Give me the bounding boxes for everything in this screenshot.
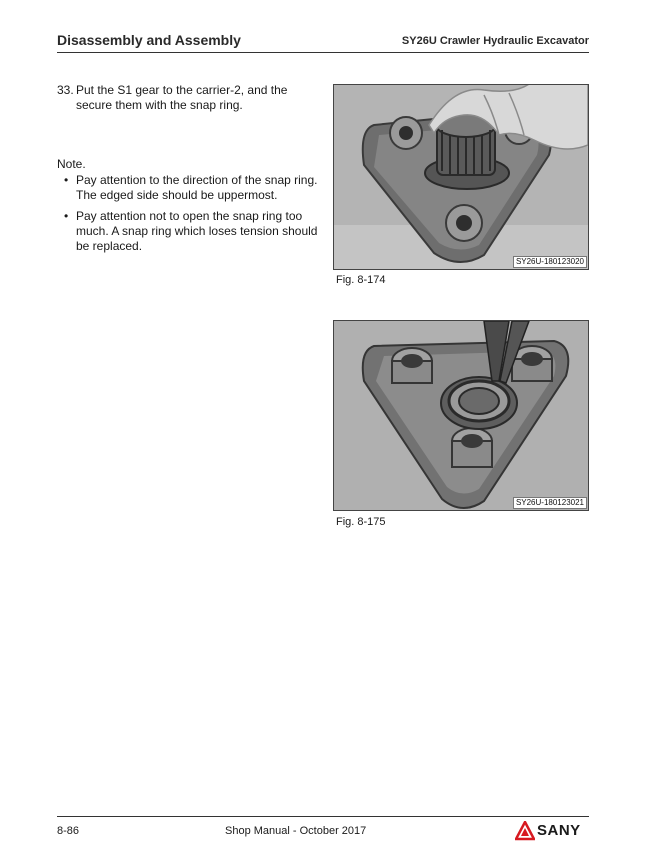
product-title: SY26U Crawler Hydraulic Excavator — [401, 35, 589, 47]
snap-ring-carrier-photo — [334, 321, 588, 510]
note-item — [57, 209, 319, 254]
note-item — [57, 173, 319, 203]
figure-image-id: SY26U-180123020 — [513, 256, 587, 268]
section-title: Disassembly and Assembly — [57, 32, 241, 48]
figure-8-175-photo — [333, 320, 589, 511]
manual-edition: Shop Manual - October 2017 — [225, 825, 367, 837]
note-list — [57, 173, 319, 260]
gear-carrier-photo — [334, 85, 588, 269]
step-text: Put the S1 gear to the carrier-2, and the secure them with the snap ring. — [76, 83, 288, 112]
figure-8-174-photo — [333, 84, 589, 270]
bullet-icon: • — [64, 209, 69, 223]
step-33 — [57, 83, 317, 113]
sany-logo-icon — [515, 821, 535, 841]
page-number: 8-86 — [57, 825, 80, 837]
note-item-text: Pay attention to the direction of the snap ring. The edged side should be uppermost. — [76, 173, 318, 202]
brand-name: SANY — [537, 822, 581, 839]
figure-caption: Fig. 8-175 — [336, 516, 386, 528]
figure-caption: Fig. 8-174 — [336, 274, 386, 286]
bullet-icon: • — [64, 173, 69, 187]
step-number: 33. — [57, 83, 74, 97]
header-divider — [57, 52, 589, 53]
note-item-text: Pay attention not to open the snap ring too much. A snap ring which loses tension should be replaced. — [76, 209, 318, 253]
sany-logo — [515, 821, 591, 841]
figure-image-id: SY26U-180123021 — [513, 497, 587, 509]
note-title: Note. — [57, 157, 86, 171]
footer-divider — [57, 816, 589, 817]
